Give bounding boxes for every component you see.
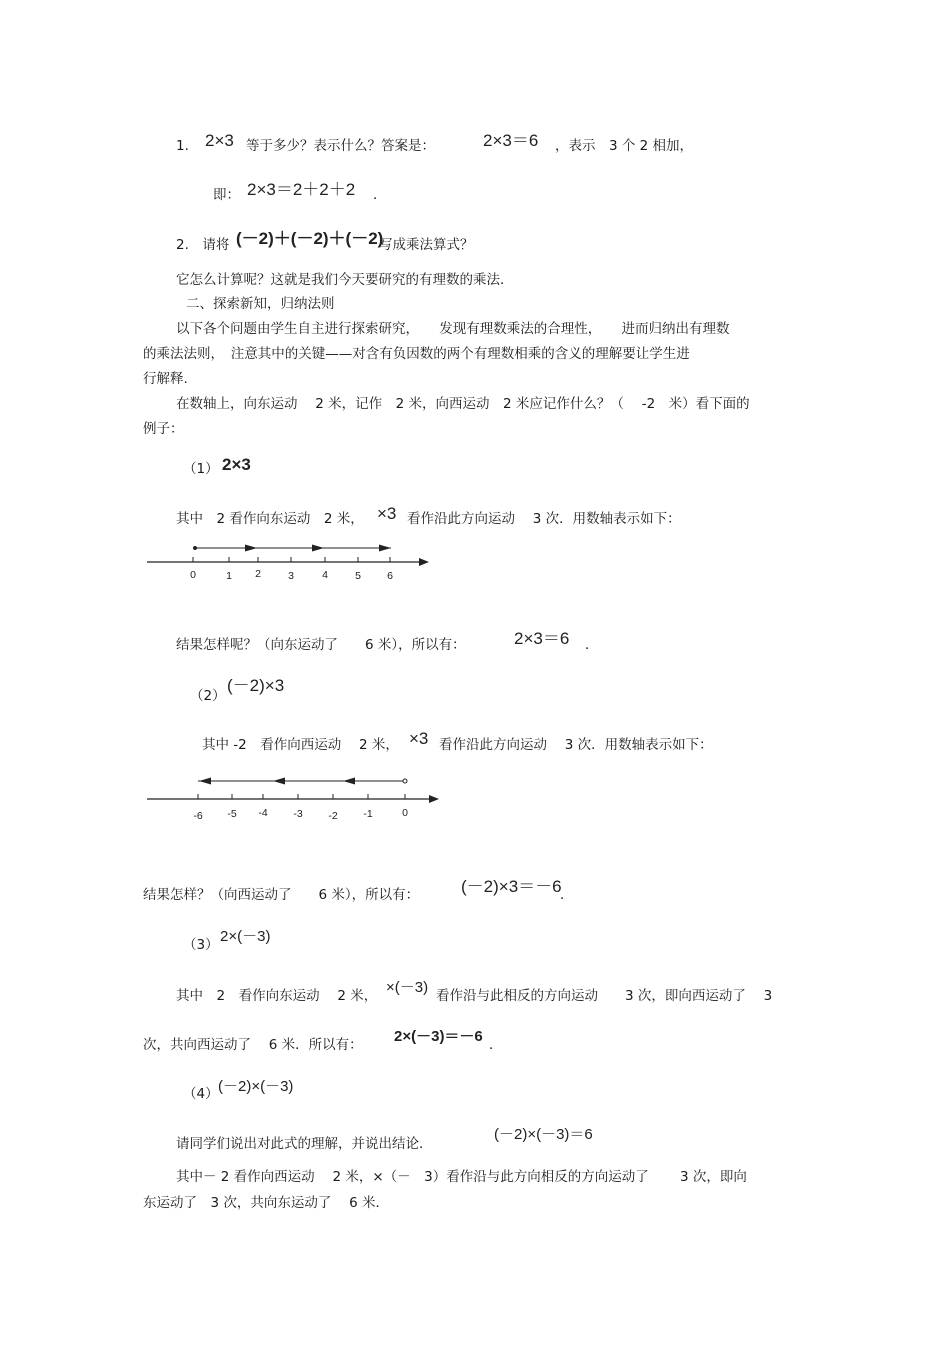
axis2-tick-label: 0: [402, 807, 408, 819]
ex1-desc-a: 其中 2 看作向东运动 2 米，: [176, 511, 364, 527]
ex2-label: （2）: [190, 688, 226, 704]
axis1-tick-label: 6: [387, 570, 393, 582]
ex3-desc-a: 其中 2 看作向东运动 2 米，: [176, 988, 378, 1004]
ex3-expression: 2×(－3): [220, 928, 271, 945]
axis2-tick-label: -6: [193, 810, 203, 822]
ex1-label: （1）: [183, 461, 219, 477]
ex4-result-equation: (－2)×(－3)＝6: [494, 1126, 593, 1143]
section-heading: 二、探索新知，归纳法则: [186, 296, 335, 312]
ex2-operator: ×3: [409, 729, 429, 748]
axis1-tick-label: 1: [226, 570, 232, 582]
q2-expression: (－2)＋(－2)＋(－2): [236, 229, 384, 248]
ex4-prompt: 请同学们说出对此式的理解，并说出结论．: [176, 1136, 433, 1152]
q1-answer-equation: 2×3＝6: [483, 131, 539, 150]
ex2-result-text: 结果怎样？（向西运动了 6 米），所以有：: [143, 887, 420, 903]
ex2-expression: (－2)×3: [227, 676, 285, 695]
number-line-west: [143, 770, 453, 824]
arrow-head-3: [379, 545, 391, 552]
ex3-result-equation: 2×(－3)＝－6: [394, 1028, 483, 1045]
axis2-ticks: [198, 794, 405, 799]
arrow-head-2: [312, 545, 324, 552]
axis2-tick-label: -3: [293, 808, 303, 820]
start-point: [403, 779, 407, 783]
ex2-desc-b: 看作沿此方向运动 3 次．用数轴表示如下：: [439, 737, 713, 753]
q2-prefix: 2. 请将: [176, 237, 230, 253]
ex1-operator: ×3: [377, 504, 397, 523]
ex3-label: （3）: [183, 937, 219, 953]
ex4-explanation-line2: 东运动了 3 次，共向东运动了 6 米．: [143, 1195, 390, 1211]
axis2-tick-label: -4: [258, 807, 268, 819]
axis2-tick-label: -1: [363, 808, 373, 820]
start-point: [193, 546, 197, 550]
ex1-result-period: ．: [585, 637, 599, 653]
ex2-result-equation: (－2)×3＝－6: [461, 877, 562, 896]
ex1-expression: 2×3: [222, 455, 251, 474]
q1-expression: 2×3: [205, 131, 234, 150]
q2-tail: 写成乘法算式？: [379, 237, 474, 253]
ex1-desc-b: 看作沿此方向运动 3 次．用数轴表示如下：: [407, 511, 681, 527]
para2-line2: 例子：: [143, 421, 184, 437]
arrow-head-2: [273, 778, 285, 785]
axis1-tick-label: 4: [322, 569, 328, 581]
ex4-label: （4）: [183, 1086, 219, 1102]
arrow-head-1: [199, 778, 211, 785]
ex4-explanation-line1: 其中－ 2 看作向西运动 2 米，×（－ 3）看作沿与此方向相反的方向运动了 3 次，即向: [176, 1169, 747, 1185]
q1-answer-tail: ，表示 3 个 2 相加，: [555, 138, 694, 154]
axis1-tick-label: 3: [288, 570, 294, 582]
para1-line2: 的乘法法则， 注意其中的关键——对含有负因数的两个有理数相乘的含义的理解要让学生进: [143, 346, 690, 362]
q1-period: ．: [373, 187, 387, 203]
ex2-result-period: ．: [560, 887, 574, 903]
ex1-result-equation: 2×3＝6: [514, 629, 570, 648]
q1-question-text: 等于多少？表示什么？答案是：: [246, 138, 435, 154]
axis1-tick-label: 5: [355, 570, 361, 582]
axis1-tick-label: 2: [255, 568, 261, 580]
ex4-expression: (－2)×(－3): [218, 1078, 294, 1095]
axis2-tick-label: -5: [227, 808, 237, 820]
q1-ji-label: 即：: [213, 187, 240, 203]
ex2-desc-a: 其中 -2 看作向西运动 2 米，: [202, 737, 399, 753]
ex3-desc-b: 看作沿与此相反的方向运动 3 次，即向西运动了 3: [436, 988, 773, 1004]
ex1-result-text: 结果怎样呢？（向东运动了 6 米），所以有：: [176, 637, 466, 653]
arrow-head-1: [245, 545, 257, 552]
ex3-result-period: ．: [489, 1037, 503, 1053]
q1-number: 1.: [176, 138, 189, 154]
transition-text: 它怎么计算呢？这就是我们今天要研究的有理数的乘法．: [176, 272, 514, 288]
ex3-desc-c: 次，共向西运动了 6 米．所以有：: [143, 1037, 363, 1053]
para1-line1: 以下各个问题由学生自主进行探索研究， 发现有理数乘法的合理性， 进而归纳出有理数: [176, 321, 730, 337]
arrow-head-3: [343, 778, 355, 785]
q1-sum-equation: 2×3＝2＋2＋2: [247, 180, 356, 199]
axis1-ticks: [193, 557, 390, 562]
para2-line1: 在数轴上，向东运动 2 米，记作 2 米，向西运动 2 米应记作什么？（ -2 米）看下面的: [176, 396, 750, 412]
axis1-tick-label: 0: [190, 569, 196, 581]
axis2-tick-label: -2: [328, 810, 338, 822]
ex3-operator: ×(－3): [386, 979, 429, 996]
para1-line3: 行解释.: [143, 371, 188, 387]
number-line-east: [143, 538, 443, 588]
